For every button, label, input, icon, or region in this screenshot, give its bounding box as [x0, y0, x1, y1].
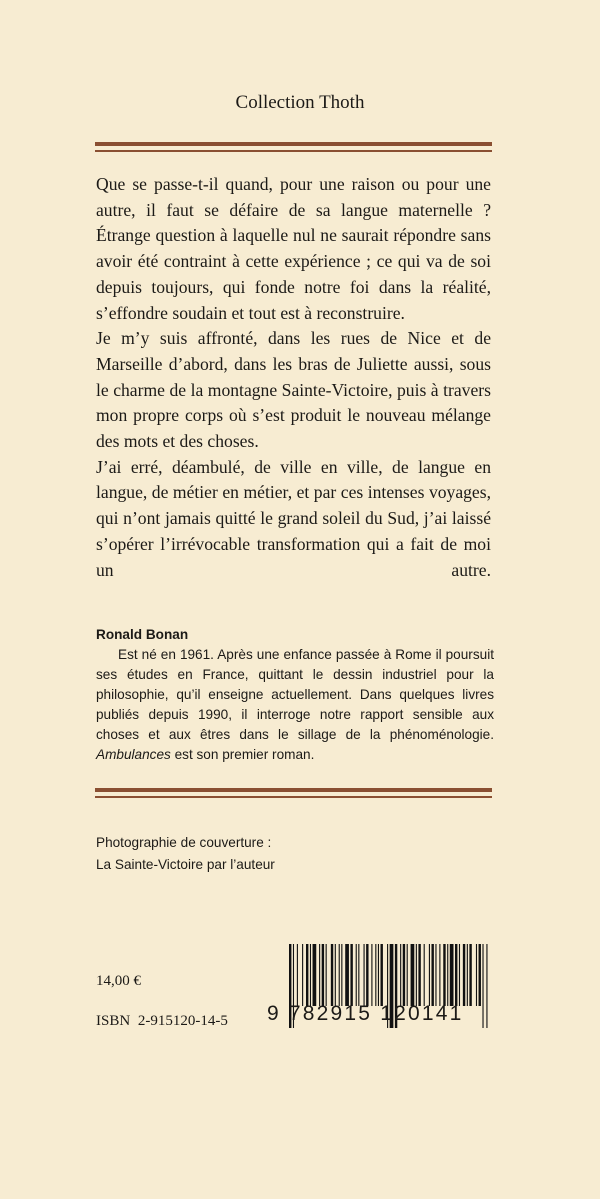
barcode-bar — [375, 944, 376, 1006]
barcode-bar — [335, 944, 336, 1006]
barcode-bar — [322, 944, 324, 1006]
barcode-bar — [469, 944, 471, 1006]
blurb-paragraph-1: Que se passe-t-il quand, pour une raison ou pour une autre, il faut se défaire de sa langue maternelle ? Étrange question à laquelle nul ne saurait répondre sans avoir été contraint à cette expérience ; ce qui va de soi depuis toujours, qui fonde notre foi dans la réalité, s’effondre soudain et tout est à reconstruire. — [96, 174, 491, 323]
barcode-bar — [418, 944, 420, 1006]
barcode-bar — [455, 944, 457, 1006]
back-cover-blurb — [96, 172, 491, 583]
barcode-bar — [366, 944, 368, 1006]
barcode-bar — [411, 944, 415, 1006]
barcode-bar — [439, 944, 440, 1006]
barcode-bar — [371, 944, 372, 1006]
barcode-bar — [297, 944, 298, 1006]
barcode-bar — [302, 944, 303, 1006]
cover-photo-credit — [96, 832, 396, 876]
barcode-bar — [339, 944, 340, 1006]
barcode-bar — [345, 944, 349, 1006]
barcode-digits: 9 782915 120141 — [267, 1002, 464, 1025]
barcode-bar — [403, 944, 405, 1006]
barcode-bar — [350, 944, 352, 1006]
barcode-bar — [476, 944, 477, 1006]
top-divider — [95, 142, 492, 152]
cover-photo-label: Photographie de couverture : — [96, 835, 272, 850]
middle-divider — [95, 788, 492, 798]
author-bio — [96, 625, 494, 765]
barcode-bar — [331, 944, 333, 1006]
barcode-bar — [358, 944, 359, 1006]
barcode-bar — [450, 944, 454, 1006]
barcode-bar — [443, 944, 445, 1006]
barcode-bar — [407, 944, 408, 1006]
barcode-bar — [306, 944, 308, 1006]
collection-title: Collection Thoth — [235, 92, 365, 113]
cover-photo-credit-text: La Sainte-Victoire par l’auteur — [96, 857, 275, 872]
barcode-bar — [435, 944, 436, 1006]
barcode-bar — [313, 944, 317, 1006]
price: 14,00 € — [96, 973, 141, 989]
barcode-bar — [479, 944, 481, 1006]
blurb-paragraph-2: Je m’y suis affronté, dans les rues de Nice et de Marseille d’abord, dans les bras de Juliette aussi, sous le charme de la montagne Sainte-Victoire, puis à travers mon propre corps où s’est produit le nouveau mélange des mots et des choses. — [96, 328, 491, 452]
barcode-bar — [381, 944, 383, 1006]
barcode-bar — [341, 944, 342, 1006]
bio-text-after: est son premier roman. — [170, 747, 315, 762]
barcode-bar — [459, 944, 460, 1006]
barcode-bar — [463, 944, 465, 1006]
barcode-bar — [364, 944, 365, 1006]
barcode-bar — [416, 944, 417, 1006]
book-title: Ambulances — [96, 747, 171, 762]
barcode-bar — [424, 944, 425, 1006]
bio-text-before: Est né en 1961. Après une enfance passée à Rome il poursuit ses études en France, quittant le dessin industriel pour la philosophie, qu’il enseigne actuellement. Dans quelques livres publiés depuis 1990, il interroge notre rapport sensible aux choses et aux êtres dans le sillage de la phénoménologie. — [96, 647, 494, 742]
barcode-bar — [356, 944, 357, 1006]
barcode-bar — [319, 944, 320, 1006]
barcode-bar — [431, 944, 433, 1006]
barcode-bar — [447, 944, 448, 1006]
author-bio-text — [96, 645, 494, 765]
barcode-bar — [467, 944, 468, 1006]
isbn-barcode — [267, 944, 493, 1038]
blurb-paragraph-3: J’ai erré, déambulé, de ville en ville, de langue en langue, de métier en métier, et par ces intenses voyages, qui n’ont jamais quitté le grand soleil du Sud, j’ai laissé s’opérer l’irrévocable transformation qui a fait de moi un autre. — [96, 456, 491, 580]
barcode-bar — [378, 944, 379, 1006]
author-name: Ronald Bonan — [96, 627, 189, 642]
barcode-bar — [400, 944, 401, 1006]
barcode-bar — [429, 944, 430, 1006]
barcode-bar — [326, 944, 327, 1006]
isbn: ISBN 2-915120-14-5 — [96, 1013, 228, 1029]
barcode-bar — [310, 944, 311, 1006]
